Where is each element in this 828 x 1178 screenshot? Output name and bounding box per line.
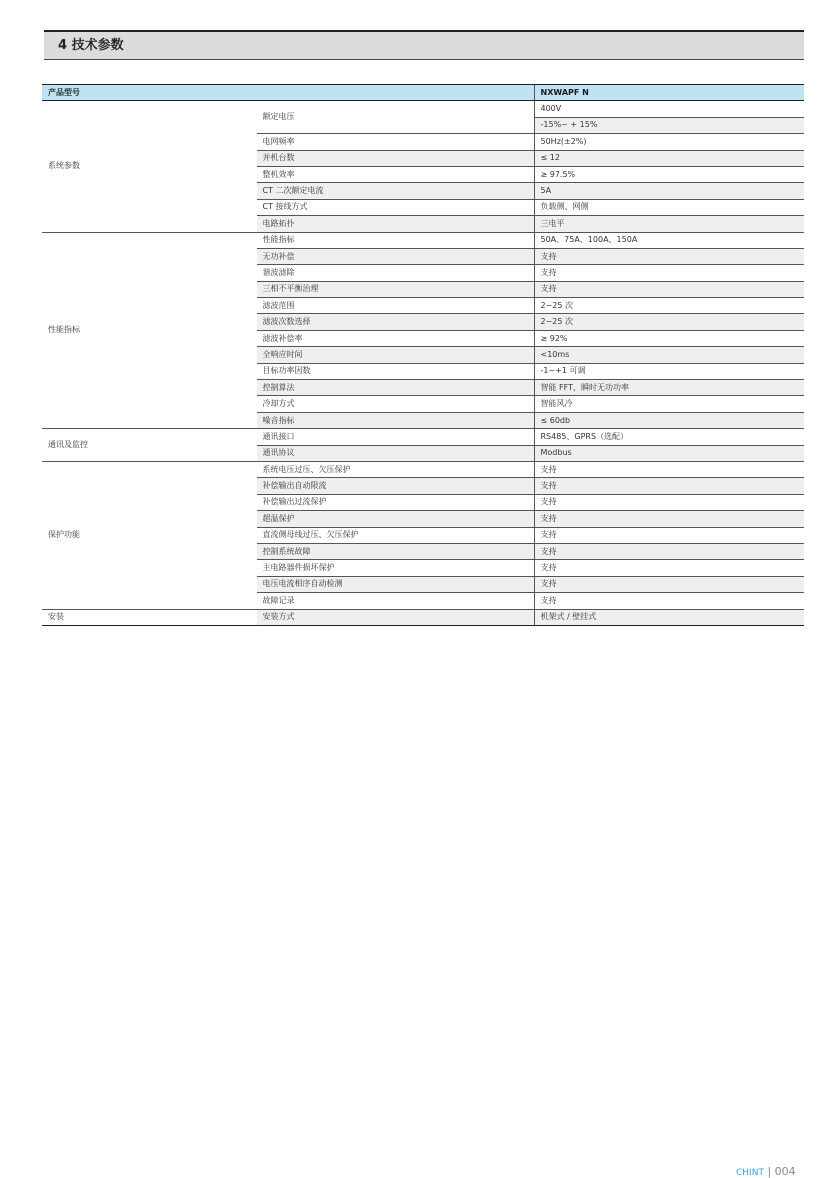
- param-name-cell: 三相不平衡治理: [256, 281, 534, 297]
- category-cell: 通讯及监控: [42, 429, 256, 462]
- param-name-cell: 谐波滤除: [256, 265, 534, 281]
- param-value-cell: 机架式 / 壁挂式: [534, 609, 804, 625]
- param-name-cell: 补偿输出自动限流: [256, 478, 534, 494]
- param-name-cell: 系统电压过压、欠压保护: [256, 461, 534, 477]
- param-name-cell: 无功补偿: [256, 248, 534, 264]
- param-name-cell: 全响应时间: [256, 347, 534, 363]
- param-value-cell: ≥ 92%: [534, 330, 804, 346]
- table-row: [42, 429, 804, 445]
- param-value-cell: 400V: [534, 101, 804, 117]
- param-name-cell: 补偿输出过流保护: [256, 494, 534, 510]
- table-row: [42, 232, 804, 248]
- table-row: [42, 461, 804, 477]
- param-value-cell: 2~25 次: [534, 298, 804, 314]
- param-value-cell: 三电平: [534, 216, 804, 232]
- param-name-cell: 额定电压: [256, 101, 534, 134]
- param-name-cell: 性能指标: [256, 232, 534, 248]
- table-row: [42, 609, 804, 625]
- param-name-cell: 噪音指标: [256, 412, 534, 428]
- section-title: 4 技术参数: [44, 30, 804, 60]
- table-header-row: [42, 85, 804, 101]
- param-value-cell: 支持: [534, 478, 804, 494]
- product-model-label: 产品型号: [42, 85, 534, 101]
- param-value-cell: -15%~ + 15%: [534, 117, 804, 133]
- param-name-cell: 滤波范围: [256, 298, 534, 314]
- brand-logo-text: CHINT: [736, 1168, 764, 1178]
- param-value-cell: 支持: [534, 248, 804, 264]
- param-name-cell: 通讯协议: [256, 445, 534, 461]
- param-value-cell: ≤ 12: [534, 150, 804, 166]
- param-value-cell: 支持: [534, 593, 804, 609]
- param-value-cell: 支持: [534, 265, 804, 281]
- param-name-cell: 电网频率: [256, 134, 534, 150]
- param-value-cell: 支持: [534, 527, 804, 543]
- param-name-cell: 控制系统故障: [256, 543, 534, 559]
- param-name-cell: 冷却方式: [256, 396, 534, 412]
- param-name-cell: 整机效率: [256, 166, 534, 182]
- page-number: | 004: [767, 1165, 796, 1178]
- param-value-cell: Modbus: [534, 445, 804, 461]
- param-name-cell: 目标功率因数: [256, 363, 534, 379]
- page-footer: [736, 1165, 796, 1178]
- param-value-cell: <10ms: [534, 347, 804, 363]
- param-name-cell: 直流侧母线过压、欠压保护: [256, 527, 534, 543]
- param-value-cell: ≥ 97.5%: [534, 166, 804, 182]
- param-value-cell: 支持: [534, 494, 804, 510]
- param-value-cell: 智能风冷: [534, 396, 804, 412]
- param-name-cell: 超温保护: [256, 511, 534, 527]
- param-value-cell: -1~+1 可调: [534, 363, 804, 379]
- param-value-cell: 50A、75A、100A、150A: [534, 232, 804, 248]
- param-name-cell: 滤波次数选择: [256, 314, 534, 330]
- param-name-cell: 控制算法: [256, 380, 534, 396]
- param-name-cell: 通讯接口: [256, 429, 534, 445]
- param-name-cell: 电路拓扑: [256, 216, 534, 232]
- param-value-cell: 支持: [534, 281, 804, 297]
- param-value-cell: 50Hz(±2%): [534, 134, 804, 150]
- param-value-cell: 支持: [534, 511, 804, 527]
- table-row: [42, 101, 804, 117]
- param-value-cell: 支持: [534, 543, 804, 559]
- category-cell: 系统参数: [42, 101, 256, 232]
- param-value-cell: 智能 FFT，瞬时无功功率: [534, 380, 804, 396]
- param-name-cell: 并机台数: [256, 150, 534, 166]
- category-cell: 安装: [42, 609, 256, 625]
- param-value-cell: 支持: [534, 560, 804, 576]
- product-model-value: NXWAPF N: [534, 85, 804, 101]
- param-value-cell: 5A: [534, 183, 804, 199]
- param-value-cell: 2~25 次: [534, 314, 804, 330]
- param-name-cell: CT 接线方式: [256, 199, 534, 215]
- param-name-cell: 主电路器件损坏保护: [256, 560, 534, 576]
- tech-params-table: [42, 84, 804, 626]
- param-name-cell: 安装方式: [256, 609, 534, 625]
- param-name-cell: 电压电流相序自动检测: [256, 576, 534, 592]
- category-cell: 保护功能: [42, 461, 256, 609]
- param-value-cell: ≤ 60db: [534, 412, 804, 428]
- param-name-cell: 滤波补偿率: [256, 330, 534, 346]
- param-value-cell: 负载侧、网侧: [534, 199, 804, 215]
- param-value-cell: RS485、GPRS（选配）: [534, 429, 804, 445]
- category-cell: 性能指标: [42, 232, 256, 429]
- tech-params-body: [42, 85, 804, 626]
- param-name-cell: CT 二次额定电流: [256, 183, 534, 199]
- param-value-cell: 支持: [534, 576, 804, 592]
- param-name-cell: 故障记录: [256, 593, 534, 609]
- param-value-cell: 支持: [534, 461, 804, 477]
